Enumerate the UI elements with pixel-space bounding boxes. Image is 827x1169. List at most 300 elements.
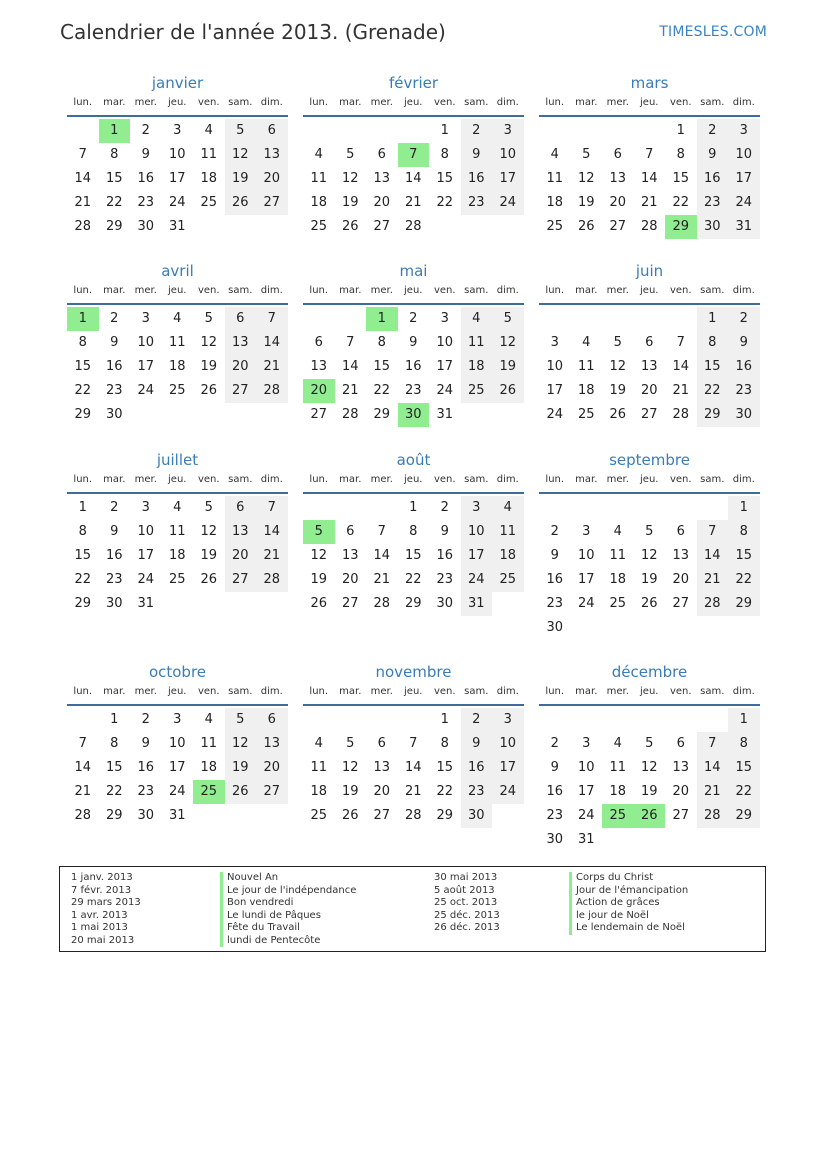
day-cell: 1 xyxy=(409,500,418,515)
weekday-label: jeu. xyxy=(168,474,187,485)
header-divider xyxy=(303,303,524,305)
day-cell: 16 xyxy=(105,359,123,374)
day-cell: 23 xyxy=(137,195,155,210)
month-name: octobre xyxy=(148,663,207,681)
weekday-label: mer. xyxy=(606,97,629,108)
day-cell: 18 xyxy=(168,359,186,374)
day-cell: 8 xyxy=(78,335,87,350)
day-cell: 15 xyxy=(436,760,454,775)
week-row xyxy=(539,215,760,239)
empty-cell xyxy=(728,828,760,852)
weekend-day: 15 xyxy=(728,544,760,568)
empty-cell xyxy=(193,403,225,427)
empty-cell xyxy=(492,804,524,828)
weekend-day: 16 xyxy=(461,756,493,780)
empty-cell xyxy=(728,616,760,640)
day-cell: 1 xyxy=(78,500,87,515)
day-cell: 9 xyxy=(440,524,449,539)
weekend-day: 24 xyxy=(492,191,524,215)
day-cell: 4 xyxy=(550,147,559,162)
weekend-day: 22 xyxy=(728,780,760,804)
week-row xyxy=(303,379,524,403)
weekend-day: 15 xyxy=(728,756,760,780)
day-cell: 20 xyxy=(341,572,359,587)
day-cell: 10 xyxy=(436,335,454,350)
empty-cell xyxy=(665,307,697,331)
legend-date: 29 mars 2013 xyxy=(71,897,141,908)
day-cell: 16 xyxy=(137,171,155,186)
day-cell: 21 xyxy=(404,195,422,210)
month-calendar xyxy=(67,260,288,427)
holiday-day: 29 xyxy=(665,215,697,239)
empty-cell xyxy=(335,496,367,520)
weekday-label: sam. xyxy=(228,97,253,108)
empty-cell xyxy=(634,119,666,143)
day-cell: 12 xyxy=(200,524,218,539)
weekday-label: jeu. xyxy=(640,285,659,296)
weekend-day: 16 xyxy=(697,167,729,191)
header-divider xyxy=(67,492,288,494)
day-cell: 18 xyxy=(546,195,564,210)
day-cell: 6 xyxy=(676,736,685,751)
day-cell: 25 xyxy=(609,596,627,611)
day-cell: 26 xyxy=(640,596,658,611)
day-cell: 19 xyxy=(577,195,595,210)
month-name: mai xyxy=(399,262,428,280)
month-calendar xyxy=(539,72,760,239)
day-cell: 27 xyxy=(310,407,328,422)
weekend-day: 22 xyxy=(697,379,729,403)
day-cell: 23 xyxy=(546,808,564,823)
weekday-header xyxy=(303,683,524,701)
weekend-day: 13 xyxy=(256,732,288,756)
weekday-label: jeu. xyxy=(404,686,423,697)
day-cell: 12 xyxy=(310,548,328,563)
empty-cell xyxy=(366,708,398,732)
day-cell: 17 xyxy=(577,784,595,799)
weekend-day: 21 xyxy=(697,780,729,804)
weekend-day: 31 xyxy=(461,592,493,616)
weekend-day: 6 xyxy=(225,496,257,520)
weekend-day: 14 xyxy=(697,544,729,568)
week-row xyxy=(539,191,760,215)
empty-cell xyxy=(162,403,194,427)
day-cell: 11 xyxy=(200,736,218,751)
day-cell: 24 xyxy=(168,784,186,799)
weekend-day: 17 xyxy=(728,167,760,191)
week-row xyxy=(539,331,760,355)
empty-cell xyxy=(303,708,335,732)
weekend-day: 26 xyxy=(492,379,524,403)
day-cell: 29 xyxy=(74,596,92,611)
weekday-label: mar. xyxy=(339,474,362,485)
legend-date: 26 déc. 2013 xyxy=(434,922,500,933)
day-cell: 6 xyxy=(377,147,386,162)
day-cell: 31 xyxy=(168,808,186,823)
weekend-day: 25 xyxy=(492,568,524,592)
month-name: février xyxy=(388,74,439,92)
day-cell: 8 xyxy=(78,524,87,539)
week-row xyxy=(67,215,288,239)
weekend-day: 7 xyxy=(256,307,288,331)
weekend-day: 10 xyxy=(492,143,524,167)
day-cell: 11 xyxy=(310,760,328,775)
day-cell: 16 xyxy=(105,548,123,563)
weekday-label: mer. xyxy=(370,686,393,697)
weekday-label: ven. xyxy=(433,474,456,485)
day-cell: 4 xyxy=(314,147,323,162)
day-cell: 20 xyxy=(373,195,391,210)
week-row xyxy=(303,592,524,616)
week-row xyxy=(303,191,524,215)
day-cell: 11 xyxy=(546,171,564,186)
empty-cell xyxy=(256,403,288,427)
weekday-label: mar. xyxy=(339,285,362,296)
weekend-day: 17 xyxy=(492,756,524,780)
weekend-day: 25 xyxy=(461,379,493,403)
day-cell: 15 xyxy=(105,171,123,186)
weekday-label: ven. xyxy=(669,285,692,296)
weekday-label: dim. xyxy=(732,686,755,697)
empty-cell xyxy=(225,804,257,828)
day-cell: 19 xyxy=(640,572,658,587)
weekday-label: dim. xyxy=(732,285,755,296)
day-cell: 22 xyxy=(74,383,92,398)
weekday-label: mer. xyxy=(134,285,157,296)
holiday-day: 25 xyxy=(602,804,634,828)
week-row xyxy=(67,592,288,616)
weekend-day: 19 xyxy=(492,355,524,379)
weekday-label: jeu. xyxy=(168,97,187,108)
weekend-day: 16 xyxy=(728,355,760,379)
weekend-day: 5 xyxy=(225,708,257,732)
day-cell: 4 xyxy=(613,524,622,539)
day-cell: 29 xyxy=(373,407,391,422)
weekend-day: 21 xyxy=(256,355,288,379)
day-cell: 3 xyxy=(582,524,591,539)
legend-holiday-name: lundi de Pentecôte xyxy=(220,935,356,948)
day-cell: 3 xyxy=(550,335,559,350)
day-cell: 29 xyxy=(404,596,422,611)
weekend-day: 2 xyxy=(728,307,760,331)
weekend-day: 8 xyxy=(697,331,729,355)
weekday-label: jeu. xyxy=(404,474,423,485)
weekday-label: mar. xyxy=(339,686,362,697)
day-cell: 29 xyxy=(74,407,92,422)
day-cell: 20 xyxy=(640,383,658,398)
weekend-day: 28 xyxy=(256,379,288,403)
day-cell: 7 xyxy=(78,147,87,162)
empty-cell xyxy=(162,592,194,616)
day-cell: 26 xyxy=(577,219,595,234)
weekend-day: 13 xyxy=(225,520,257,544)
brand-link[interactable]: TIMESLES.COM xyxy=(659,24,767,40)
empty-cell xyxy=(602,496,634,520)
day-cell: 19 xyxy=(200,548,218,563)
day-cell: 24 xyxy=(137,572,155,587)
day-cell: 14 xyxy=(404,760,422,775)
day-cell: 23 xyxy=(436,572,454,587)
day-cell: 22 xyxy=(105,784,123,799)
weekday-label: lun. xyxy=(73,474,93,485)
holiday-day: 7 xyxy=(398,143,430,167)
weekday-label: ven. xyxy=(197,474,220,485)
day-cell: 19 xyxy=(341,195,359,210)
day-cell: 29 xyxy=(105,219,123,234)
day-cell: 12 xyxy=(341,760,359,775)
month-calendar xyxy=(539,661,760,852)
day-cell: 24 xyxy=(137,383,155,398)
empty-cell xyxy=(225,592,257,616)
month-calendar xyxy=(539,260,760,427)
day-cell: 27 xyxy=(609,219,627,234)
day-cell: 14 xyxy=(404,171,422,186)
weekend-day: 1 xyxy=(728,708,760,732)
empty-cell xyxy=(665,828,697,852)
weekend-day: 3 xyxy=(492,708,524,732)
day-cell: 3 xyxy=(582,736,591,751)
empty-cell xyxy=(225,215,257,239)
month-calendar xyxy=(67,72,288,239)
holiday-day: 25 xyxy=(193,780,225,804)
holiday-day: 1 xyxy=(67,307,99,331)
day-cell: 7 xyxy=(409,736,418,751)
header-divider xyxy=(539,303,760,305)
week-row xyxy=(303,496,524,520)
day-cell: 21 xyxy=(74,784,92,799)
day-cell: 14 xyxy=(341,359,359,374)
weekend-day: 28 xyxy=(697,804,729,828)
day-cell: 10 xyxy=(168,147,186,162)
empty-cell xyxy=(130,403,162,427)
weekend-day: 30 xyxy=(728,403,760,427)
empty-cell xyxy=(571,616,603,640)
empty-cell xyxy=(193,592,225,616)
day-cell: 25 xyxy=(168,572,186,587)
legend-date: 1 janv. 2013 xyxy=(71,872,133,883)
day-cell: 28 xyxy=(74,219,92,234)
legend-date: 20 mai 2013 xyxy=(71,934,135,946)
day-cell: 9 xyxy=(409,335,418,350)
day-cell: 18 xyxy=(200,171,218,186)
day-cell: 22 xyxy=(404,572,422,587)
day-cell: 7 xyxy=(377,524,386,539)
month-name: juin xyxy=(635,262,664,280)
weekend-day: 18 xyxy=(461,355,493,379)
weekend-day: 27 xyxy=(225,379,257,403)
weekday-label: lun. xyxy=(73,97,93,108)
day-cell: 3 xyxy=(141,500,150,515)
day-cell: 1 xyxy=(676,123,685,138)
weekend-day: 24 xyxy=(492,780,524,804)
week-row xyxy=(303,119,524,143)
day-cell: 16 xyxy=(546,572,564,587)
header-divider xyxy=(539,492,760,494)
weekday-label: mar. xyxy=(103,285,126,296)
month-name: novembre xyxy=(375,663,452,681)
weekday-label: mar. xyxy=(103,686,126,697)
day-cell: 6 xyxy=(645,335,654,350)
day-cell: 3 xyxy=(440,311,449,326)
day-cell: 30 xyxy=(137,219,155,234)
day-cell: 24 xyxy=(577,596,595,611)
week-row xyxy=(303,520,524,544)
weekday-label: dim. xyxy=(732,97,755,108)
legend-holiday-name: Action de grâces xyxy=(569,897,688,910)
empty-cell xyxy=(193,215,225,239)
day-cell: 22 xyxy=(672,195,690,210)
empty-cell xyxy=(366,119,398,143)
weekend-day: 2 xyxy=(461,708,493,732)
weekend-day: 13 xyxy=(256,143,288,167)
legend-date: 7 févr. 2013 xyxy=(71,884,132,896)
weekend-day: 9 xyxy=(461,732,493,756)
legend-holiday-name: Fête du Travail xyxy=(220,922,356,935)
legend-date: 25 oct. 2013 xyxy=(434,897,498,908)
weekend-day: 20 xyxy=(256,167,288,191)
weekday-label: dim. xyxy=(732,474,755,485)
day-cell: 27 xyxy=(373,808,391,823)
week-row xyxy=(539,592,760,616)
weekday-label: mer. xyxy=(370,474,393,485)
weekend-day: 14 xyxy=(256,520,288,544)
day-cell: 28 xyxy=(404,219,422,234)
week-row xyxy=(303,215,524,239)
weekday-label: lun. xyxy=(73,285,93,296)
weekday-label: sam. xyxy=(228,285,253,296)
weekday-label: sam. xyxy=(700,97,725,108)
day-cell: 4 xyxy=(582,335,591,350)
weekday-label: ven. xyxy=(433,285,456,296)
weekend-day: 3 xyxy=(728,119,760,143)
empty-cell xyxy=(256,804,288,828)
week-row xyxy=(67,403,288,427)
empty-cell xyxy=(665,616,697,640)
weekend-day: 23 xyxy=(728,379,760,403)
day-cell: 18 xyxy=(200,760,218,775)
holiday-legend xyxy=(59,866,766,952)
week-row xyxy=(303,403,524,427)
empty-cell xyxy=(697,616,729,640)
month-name: juillet xyxy=(156,451,199,469)
empty-cell xyxy=(335,307,367,331)
day-cell: 10 xyxy=(137,524,155,539)
weekday-label: mer. xyxy=(606,474,629,485)
week-row xyxy=(539,732,760,756)
weekday-label: mar. xyxy=(103,97,126,108)
day-cell: 30 xyxy=(137,808,155,823)
day-cell: 26 xyxy=(200,572,218,587)
day-cell: 26 xyxy=(200,383,218,398)
holiday-day: 1 xyxy=(99,119,131,143)
weekend-day: 2 xyxy=(697,119,729,143)
week-row xyxy=(539,828,760,852)
day-cell: 20 xyxy=(672,784,690,799)
day-cell: 29 xyxy=(436,808,454,823)
empty-cell xyxy=(67,708,99,732)
week-row xyxy=(67,379,288,403)
day-cell: 25 xyxy=(310,808,328,823)
day-cell: 22 xyxy=(436,784,454,799)
week-row xyxy=(67,804,288,828)
day-cell: 28 xyxy=(341,407,359,422)
legend-holiday-name: Le lundi de Pâques xyxy=(220,910,356,923)
day-cell: 2 xyxy=(110,311,119,326)
empty-cell xyxy=(366,496,398,520)
day-cell: 18 xyxy=(168,548,186,563)
day-cell: 19 xyxy=(200,359,218,374)
week-row xyxy=(67,544,288,568)
weekend-day: 9 xyxy=(697,143,729,167)
weekday-label: lun. xyxy=(73,686,93,697)
holiday-day: 5 xyxy=(303,520,335,544)
weekday-label: dim. xyxy=(496,285,519,296)
page-title: Calendrier de l'année 2013. (Grenade) xyxy=(60,20,446,44)
empty-cell xyxy=(492,592,524,616)
weekday-header xyxy=(539,471,760,489)
weekend-day: 4 xyxy=(461,307,493,331)
day-cell: 14 xyxy=(373,548,391,563)
day-cell: 7 xyxy=(645,147,654,162)
week-row xyxy=(67,520,288,544)
month-calendar xyxy=(539,449,760,640)
day-cell: 20 xyxy=(373,784,391,799)
day-cell: 28 xyxy=(373,596,391,611)
day-cell: 15 xyxy=(672,171,690,186)
weekday-label: lun. xyxy=(309,686,329,697)
week-row xyxy=(539,143,760,167)
weekday-label: ven. xyxy=(197,686,220,697)
day-cell: 13 xyxy=(672,760,690,775)
empty-cell xyxy=(697,828,729,852)
day-cell: 11 xyxy=(200,147,218,162)
day-cell: 26 xyxy=(310,596,328,611)
weekday-header xyxy=(67,471,288,489)
weekday-label: sam. xyxy=(464,474,489,485)
day-cell: 10 xyxy=(546,359,564,374)
day-cell: 24 xyxy=(436,383,454,398)
weekend-day: 23 xyxy=(697,191,729,215)
day-cell: 27 xyxy=(341,596,359,611)
month-name: août xyxy=(396,451,431,469)
weekday-label: ven. xyxy=(669,474,692,485)
day-cell: 28 xyxy=(74,808,92,823)
week-row xyxy=(303,732,524,756)
week-row xyxy=(539,520,760,544)
weekend-day: 27 xyxy=(256,191,288,215)
month-calendar xyxy=(67,661,288,828)
empty-cell xyxy=(429,215,461,239)
day-cell: 29 xyxy=(105,808,123,823)
weekend-day: 13 xyxy=(225,331,257,355)
day-cell: 9 xyxy=(550,548,559,563)
weekend-day: 11 xyxy=(492,520,524,544)
weekday-header xyxy=(539,94,760,112)
day-cell: 12 xyxy=(200,335,218,350)
weekend-day: 7 xyxy=(256,496,288,520)
empty-cell xyxy=(303,307,335,331)
day-cell: 24 xyxy=(546,407,564,422)
month-name: janvier xyxy=(151,74,204,92)
day-cell: 13 xyxy=(609,171,627,186)
day-cell: 21 xyxy=(74,195,92,210)
empty-cell xyxy=(571,307,603,331)
day-cell: 12 xyxy=(640,760,658,775)
weekend-day: 30 xyxy=(461,804,493,828)
legend-holiday-name: Jour de l'émancipation xyxy=(569,885,688,898)
weekend-day: 28 xyxy=(256,568,288,592)
day-cell: 31 xyxy=(436,407,454,422)
